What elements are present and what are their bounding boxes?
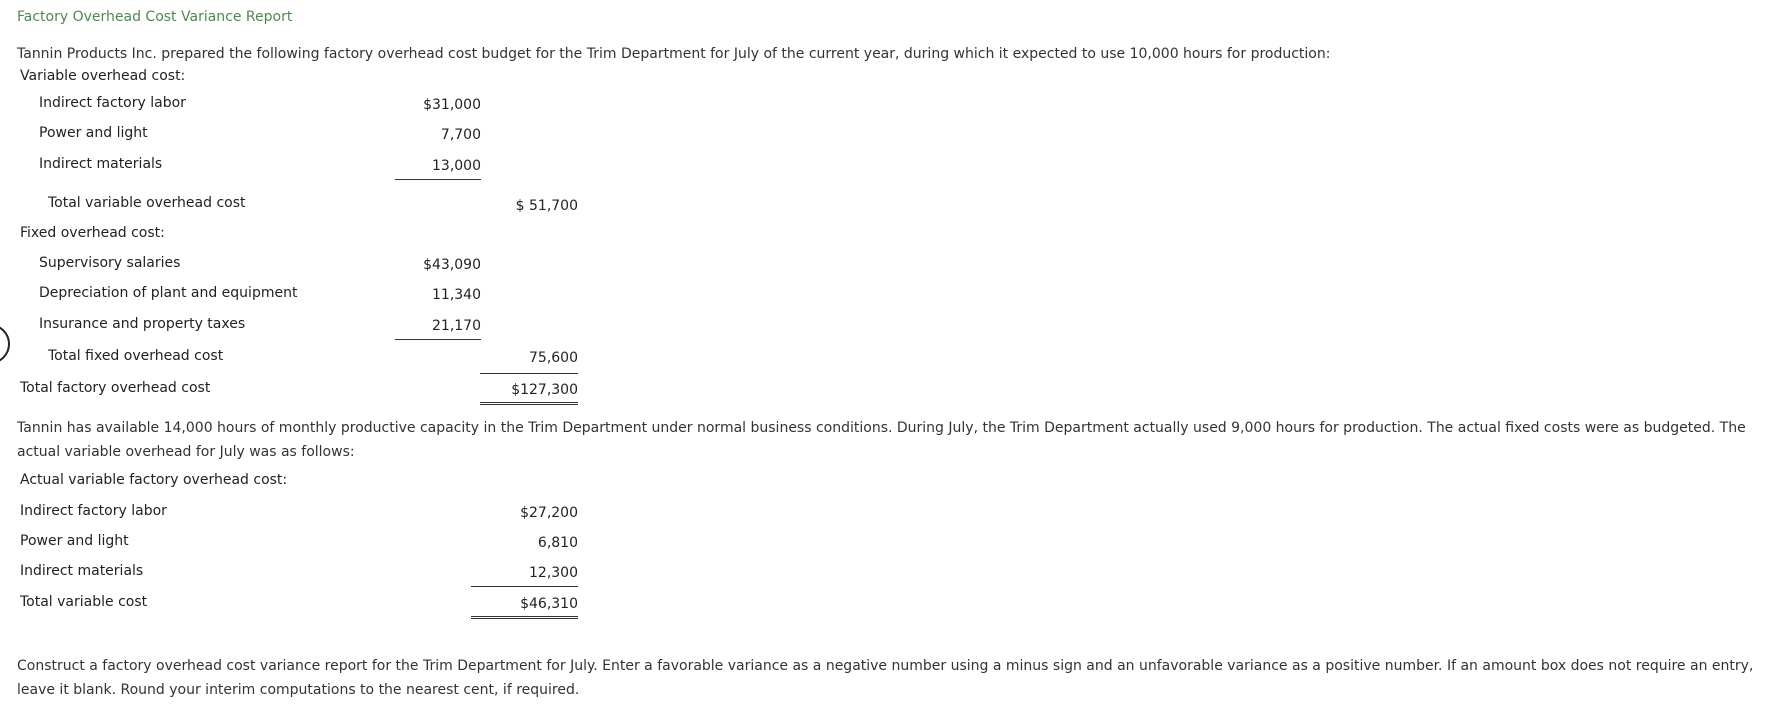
instructions-text: Construct a factory overhead cost variance report for the Trim Department for July. Enter a favorable variance as a negative number using a minus sign and an unfavorable variance as a positive number. If an amount box does not require an entry, leave it blank. Round your interim computations to the nearest cent, if required. bbox=[17, 658, 1754, 698]
line-item-label: Indirect materials bbox=[39, 156, 163, 172]
total-variable-cost-amount: $46,310 bbox=[471, 594, 578, 619]
table-row bbox=[0, 156, 700, 180]
table-row bbox=[0, 225, 700, 249]
total-factory-amount: $127,300 bbox=[480, 380, 578, 405]
line-item-label: Indirect factory labor bbox=[20, 503, 167, 519]
total-fixed-label: Total fixed overhead cost bbox=[48, 348, 224, 364]
middle-text: Tannin has available 14,000 hours of monthly productive capacity in the Trim Department under normal business conditions. During July, the Trim Department actually used 9,000 hours for production. The actual fixed costs were as budgeted. The actual variable overhead for July was as follows: bbox=[17, 420, 1746, 460]
table-row bbox=[0, 503, 700, 527]
line-item-amount: 6,810 bbox=[537, 535, 578, 551]
table-row bbox=[0, 95, 700, 119]
line-item-amount: 13,000 bbox=[395, 156, 481, 180]
table-row bbox=[0, 380, 700, 404]
line-item-amount: $27,200 bbox=[520, 505, 578, 521]
fixed-overhead-heading: Fixed overhead cost: bbox=[20, 225, 165, 241]
total-variable-cost-label: Total variable cost bbox=[20, 594, 148, 610]
line-item-label: Power and light bbox=[20, 533, 129, 549]
line-item-label: Depreciation of plant and equipment bbox=[39, 285, 298, 301]
intro-text: Tannin Products Inc. prepared the following factory overhead cost budget for the Trim Department for July of the current year, during which it expected to use 10,000 hours for production: bbox=[17, 46, 1331, 62]
table-row bbox=[0, 594, 700, 618]
table-row bbox=[0, 125, 700, 149]
total-variable-amount: $ 51,700 bbox=[515, 198, 578, 214]
line-item-amount: 11,340 bbox=[432, 287, 481, 303]
line-item-label: Indirect materials bbox=[20, 563, 144, 579]
variable-overhead-heading: Variable overhead cost: bbox=[20, 68, 186, 84]
total-factory-label: Total factory overhead cost bbox=[20, 380, 211, 396]
table-row bbox=[0, 285, 700, 309]
line-item-label: Insurance and property taxes bbox=[39, 316, 246, 332]
line-item-amount: $31,000 bbox=[423, 97, 481, 113]
table-row bbox=[0, 563, 700, 587]
total-variable-label: Total variable overhead cost bbox=[48, 195, 246, 211]
table-row bbox=[0, 472, 700, 496]
total-fixed-amount: 75,600 bbox=[480, 348, 578, 374]
table-row bbox=[0, 195, 700, 219]
line-item-amount: 21,170 bbox=[395, 316, 481, 340]
actual-heading: Actual variable factory overhead cost: bbox=[20, 472, 288, 488]
table-row bbox=[0, 68, 700, 92]
table-row bbox=[0, 533, 700, 557]
line-item-label: Supervisory salaries bbox=[39, 255, 181, 271]
page-title: Factory Overhead Cost Variance Report bbox=[17, 9, 293, 25]
table-row bbox=[0, 255, 700, 279]
table-row bbox=[0, 316, 700, 340]
line-item-amount: 7,700 bbox=[440, 127, 481, 143]
line-item-amount: $43,090 bbox=[423, 257, 481, 273]
line-item-label: Indirect factory labor bbox=[39, 95, 186, 111]
line-item-label: Power and light bbox=[39, 125, 148, 141]
table-row bbox=[0, 348, 700, 372]
line-item-amount: 12,300 bbox=[471, 563, 578, 587]
